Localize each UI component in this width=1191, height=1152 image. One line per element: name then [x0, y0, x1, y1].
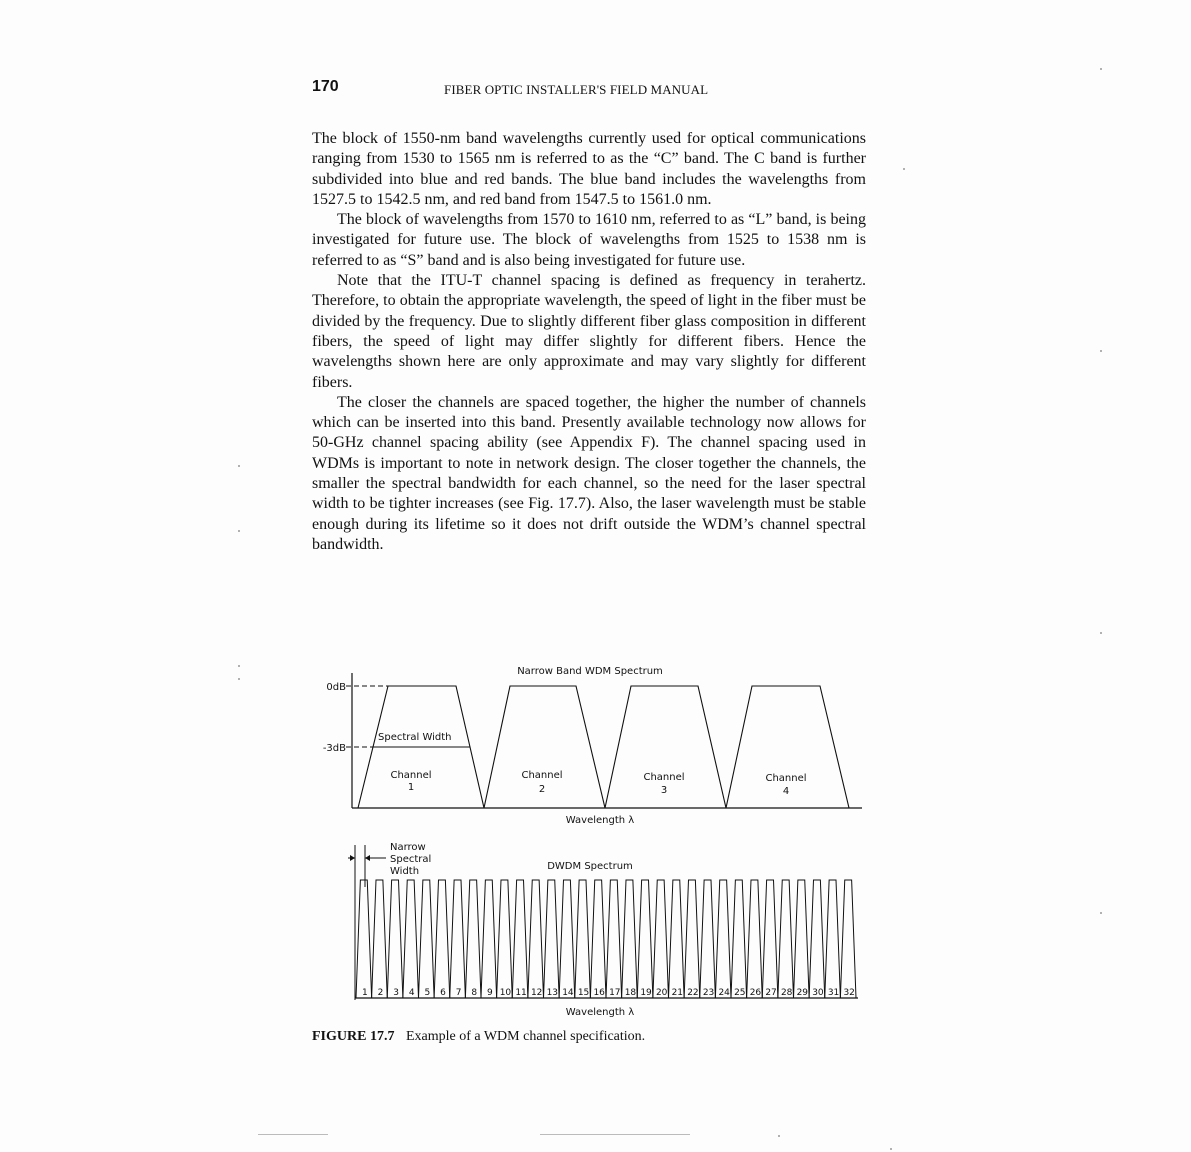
dwdm-channel-29-number: 29 — [796, 988, 809, 998]
dwdm-channel-3-passband — [387, 880, 403, 998]
scan-speck — [1100, 68, 1102, 70]
narrow-label-line-1: Narrow — [390, 842, 426, 853]
dwdm-channel-2-passband — [372, 880, 388, 998]
dwdm-channel-31-number: 31 — [827, 988, 840, 998]
dwdm-channel-32-number: 32 — [843, 988, 855, 998]
scan-speck — [238, 678, 240, 680]
figure-label: FIGURE 17.7 — [312, 1029, 395, 1044]
dwdm-channel-13-passband — [544, 880, 560, 998]
figure-caption — [312, 1029, 645, 1045]
dwdm-channel-18-passband — [622, 880, 638, 998]
dwdm-channel-18-number: 18 — [624, 988, 637, 998]
dwdm-channel-2-number: 2 — [377, 988, 384, 998]
channel-1-word: Channel — [390, 770, 432, 781]
dwdm-channel-12-number: 12 — [530, 988, 543, 998]
dwdm-channel-5-number: 5 — [424, 988, 431, 998]
scan-speck — [1100, 632, 1102, 634]
dwdm-channel-11-passband — [512, 880, 528, 998]
narrow-arrowhead-right — [365, 855, 370, 861]
dwdm-channel-8-passband — [465, 880, 481, 998]
body-text — [312, 129, 866, 555]
dwdm-channel-21-number: 21 — [671, 988, 684, 998]
scan-speck — [903, 168, 905, 170]
wdm-diagram — [300, 655, 880, 1025]
dwdm-channel-20-number: 20 — [655, 988, 668, 998]
channel-4-number: 4 — [782, 786, 790, 797]
narrow-label-line-2: Spectral — [390, 854, 432, 865]
dwdm-channel-30-number: 30 — [812, 988, 824, 998]
dwdm-channel-3-number: 3 — [393, 988, 399, 998]
paragraph-itu-spacing: Note that the ITU-T channel spacing is defined as frequency in terahertz. Therefore, to obtain the appropriate wavelength, the speed of light in the fiber must be divided by the frequency. Due to slightly different fiber glass composition in different fibers, the speed of light may differ slightly for different fibers. Hence the wavelengths shown here are only approximate and may vary slightly for different fibers. — [312, 272, 866, 391]
dwdm-channel-15-number: 15 — [577, 988, 590, 998]
dwdm-channel-26-passband — [747, 880, 763, 998]
dwdm-x-axis-label: Wavelength λ — [565, 1007, 635, 1018]
dwdm-channels — [356, 880, 856, 998]
dwdm-channel-19-passband — [637, 880, 653, 998]
page-header — [312, 78, 872, 102]
narrow-label-line-3: Width — [390, 866, 420, 877]
dwdm-channel-22-number: 22 — [687, 988, 699, 998]
dwdm-channel-11-number: 11 — [515, 988, 527, 998]
scan-speck — [238, 530, 240, 532]
label-0db: 0dB — [326, 682, 346, 693]
dwdm-channel-9-number: 9 — [486, 988, 493, 998]
scan-speck — [238, 665, 240, 667]
channel-2-number: 2 — [538, 784, 546, 795]
dwdm-channel-10-passband — [497, 880, 513, 998]
dwdm-channel-24-passband — [715, 880, 731, 998]
dwdm-channel-6-number: 6 — [440, 988, 446, 998]
dwdm-channel-19-number: 19 — [640, 988, 652, 998]
dwdm-channel-28-passband — [778, 880, 794, 998]
scan-speck — [778, 1135, 780, 1137]
label-3db: -3dB — [322, 743, 346, 754]
dwdm-channel-22-passband — [684, 880, 700, 998]
dwdm-channel-13-number: 13 — [546, 988, 559, 998]
running-title: FIBER OPTIC INSTALLER'S FIELD MANUAL — [444, 82, 709, 97]
dwdm-channel-7-number: 7 — [455, 988, 462, 998]
dwdm-channel-7-passband — [450, 880, 466, 998]
spectral-width-label: Spectral Width — [378, 732, 452, 743]
dwdm-channel-26-number: 26 — [749, 988, 762, 998]
dwdm-channel-14-number: 14 — [562, 988, 574, 998]
scan-speck — [238, 465, 240, 467]
dwdm-channel-12-passband — [528, 880, 544, 998]
dwdm-channel-5-passband — [419, 880, 435, 998]
channel-4-word: Channel — [765, 773, 807, 784]
dwdm-channel-29-passband — [794, 880, 810, 998]
dwdm-channel-27-number: 27 — [765, 988, 777, 998]
dwdm-channel-17-number: 17 — [609, 988, 621, 998]
dwdm-channel-16-number: 16 — [593, 988, 605, 998]
channel-3-word: Channel — [643, 772, 685, 783]
dwdm-channel-25-number: 25 — [734, 988, 746, 998]
dwdm-channel-15-passband — [575, 880, 591, 998]
dwdm-channel-20-passband — [653, 880, 669, 998]
dwdm-channel-23-passband — [700, 880, 716, 998]
paragraph-channel-spacing: The closer the channels are spaced together, the higher the number of channels which can be inserted into this band. Presently available technology now allows for 50-GHz channel spacing ability (see Appendix F). The channel spacing used in WDMs is important to note in network design. The closer together the channels, the smaller the spectral bandwidth for each channel, so the need for the laser spectral width to be tighter increases (see Fig. 17.7). Also, the laser wavelength must be stable enough during its lifetime so it does not drift outside the WDM’s channel spectral bandwidth. — [312, 393, 866, 553]
dwdm-channel-21-passband — [669, 880, 685, 998]
scan-speck — [1100, 350, 1102, 352]
dwdm-channel-17-passband — [606, 880, 622, 998]
narrow-band-panel — [323, 666, 862, 826]
channel-1-number: 1 — [407, 782, 415, 793]
dwdm-channel-16-passband — [590, 880, 606, 998]
narrow-band-title: Narrow Band WDM Spectrum — [517, 666, 663, 677]
scan-line — [258, 1134, 328, 1135]
dwdm-channel-14-passband — [559, 880, 575, 998]
channel-3-number: 3 — [660, 785, 668, 796]
scan-line — [540, 1134, 690, 1135]
dwdm-channel-25-passband — [731, 880, 747, 998]
wdm-figure — [300, 655, 880, 1025]
narrow-arrowhead-left — [350, 855, 355, 861]
dwdm-channel-30-passband — [809, 880, 825, 998]
top-x-axis-label: Wavelength λ — [565, 815, 635, 826]
scan-speck — [890, 1148, 892, 1150]
dwdm-channel-23-number: 23 — [702, 988, 715, 998]
dwdm-channel-1-passband — [356, 880, 372, 998]
dwdm-channel-10-number: 10 — [499, 988, 512, 998]
dwdm-channel-1-number: 1 — [361, 988, 368, 998]
dwdm-channel-32-passband — [840, 880, 856, 998]
dwdm-channel-24-number: 24 — [718, 988, 730, 998]
dwdm-channel-31-passband — [825, 880, 841, 998]
dwdm-channel-4-number: 4 — [408, 988, 415, 998]
dwdm-channel-6-passband — [434, 880, 450, 998]
figure-caption-text: Example of a WDM channel specification. — [405, 1029, 646, 1044]
dwdm-channel-28-number: 28 — [780, 988, 793, 998]
dwdm-channel-8-number: 8 — [471, 988, 478, 998]
channel-2-word: Channel — [521, 770, 563, 781]
paragraph-l-band: The block of wavelengths from 1570 to 1610 nm, referred to as “L” band, is being investigated for future use. The block of wavelengths from 1525 to 1538 nm is referred to as “S” band and is also being investigated for future use. — [312, 211, 866, 269]
dwdm-channel-4-passband — [403, 880, 419, 998]
dwdm-title: DWDM Spectrum — [547, 861, 633, 872]
scan-speck — [1100, 912, 1102, 914]
paragraph-c-band: The block of 1550-nm band wavelengths currently used for optical communications ranging from 1530 to 1565 nm is referred to as the “C” band. The C band is further subdivided into blue and red bands. The blue band includes the wavelengths from 1527.5 to 1542.5 nm, and red band from 1547.5 to 1561.0 nm. — [312, 130, 866, 208]
dwdm-channel-27-passband — [762, 880, 778, 998]
dwdm-channel-9-passband — [481, 880, 497, 998]
dwdm-panel — [348, 842, 858, 1018]
page-number: 170 — [312, 78, 339, 95]
